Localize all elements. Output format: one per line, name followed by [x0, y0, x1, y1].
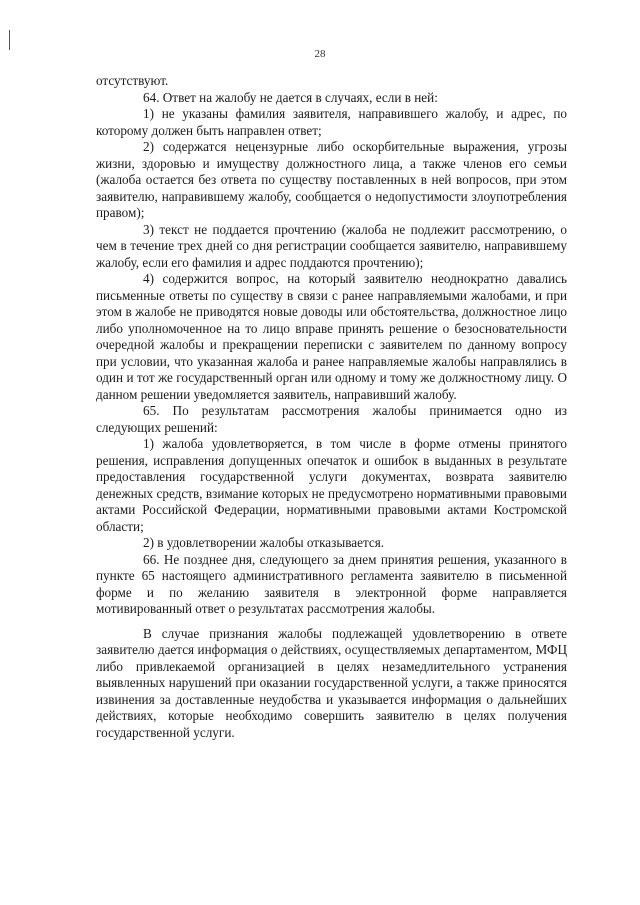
scan-edge-mark — [9, 30, 10, 50]
paragraph-65-subitem-1: 1) жалоба удовлетворяется, в том числе в форме отмены принятого решения, исправления допущенных опечаток и ошибок в выданных в результате предоставления государственной услуги документах, возврата заявителю денежных средств, взимание которых не предусмотрено нормативными правовыми актами Российской Федерации, нормативными правовыми актами Костромской области; — [96, 436, 567, 534]
paragraph-item-65: 65. По результатам рассмотрения жалобы принимается одно из следующих решений: — [96, 403, 567, 435]
paragraph-satisfaction-case: В случае признания жалобы подлежащей удовлетворению в ответе заявителю дается информация о действиях, осуществляемых департаментом, МФЦ либо привлекаемой организацией в целях незамедлительного устранения выявленных нарушений при оказании государственной услуги, а также приносятся извинения за доставленные неудобства и указывается информация о дальнейших действиях, которые необходимо совершить заявителю в целях получения государственной услуги. — [96, 625, 567, 740]
paragraph-64-subitem-2: 2) содержатся нецензурные либо оскорбительные выражения, угрозы жизни, здоровью и имуществу должностного лица, а также членов его семьи (жалоба остается без ответа по существу поставленных в ней вопросов, при этом заявителю, направившему жалобу, сообщается о недопустимости злоупотребления правом); — [96, 139, 567, 220]
paragraph-continuation: отсутствуют. — [96, 73, 169, 88]
paragraph-item-66: 66. Не позднее дня, следующего за днем принятия решения, указанного в пункте 65 настоящего административного регламента заявителю в письменной форме и по желанию заявителя в электронной форме направляется мотивированный ответ о результатах рассмотрения жалобы. — [96, 551, 567, 616]
page-number: 28 — [314, 48, 326, 60]
paragraph-item-64: 64. Ответ на жалобу не дается в случаях, если в ней: — [143, 89, 438, 105]
paragraph-64-subitem-4: 4) содержится вопрос, на который заявителю неоднократно давались письменные ответы по существу в связи с ранее направляемыми жалобами, и при этом в жалобе не приводятся новые доводы или обстоятельства, должностное лицо либо уполномоченное на то лицо вправе принять решение о безосновательности очередной жалобы и прекращении переписки с заявителем по данному вопросу при условии, что указанная жалоба и ранее направляемые жалобы направлялись в один и тот же государственный орган или одному и тому же должностному лицу. О данном решении уведомляется заявитель, направивший жалобу. — [96, 271, 567, 402]
paragraph-65-subitem-2: 2) в удовлетворении жалобы отказывается. — [143, 535, 385, 550]
document-body — [96, 73, 567, 741]
paragraph-64-subitem-1: 1) не указаны фамилия заявителя, направившего жалобу, и адрес, по которому должен быть направлен ответ; — [96, 106, 567, 138]
paragraph-64-subitem-3: 3) текст не поддается прочтению (жалоба не подлежит рассмотрению, о чем в течение трех дней со дня регистрации сообщается заявителю, направившему жалобу, если его фамилия и адрес поддаются прочтению); — [96, 221, 567, 270]
